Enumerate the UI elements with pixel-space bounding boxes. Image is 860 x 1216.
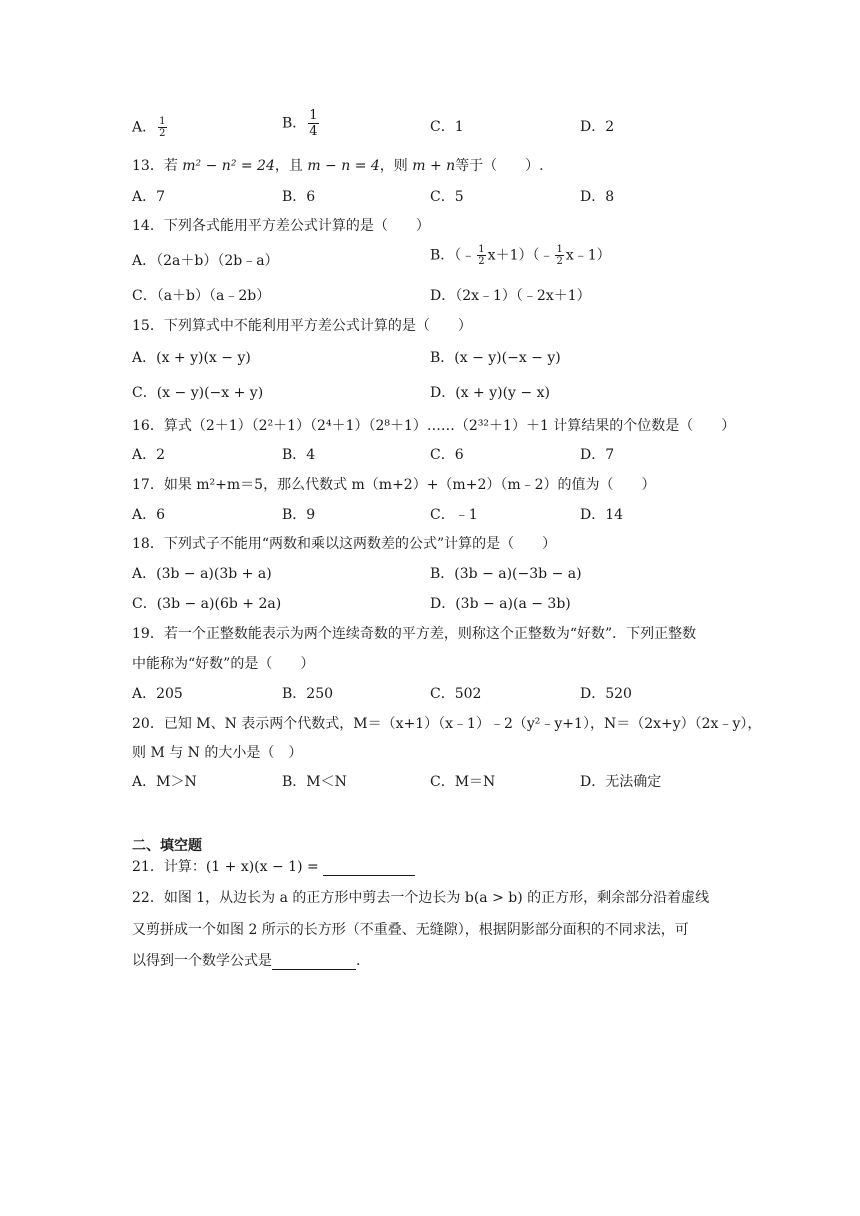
q19-option-a: A．205 <box>132 686 183 702</box>
option-value: 1 <box>454 119 464 135</box>
q16-option-c: C．6 <box>430 447 464 463</box>
question-number: 13． <box>132 158 164 174</box>
q13-option-b: B．6 <box>282 189 316 205</box>
q16-option-d: D．7 <box>580 447 615 463</box>
q14-option-c: C．（a＋b）（a﹣2b） <box>132 288 271 304</box>
q22-line-3 <box>132 950 760 970</box>
q18-stem: 18．下列式子不能用“两数和乘以这两数差的公式”计算的是（ ） <box>132 536 557 552</box>
fraction-denominator: 2 <box>556 256 563 267</box>
q20-stem-line-1: 20．已知 M、N 表示两个代数式，M＝（x+1）（x﹣1）﹣2（y²﹣y+1），N＝（2x+y）（2x﹣y）， <box>132 716 762 732</box>
stem-text: ，则 <box>379 158 413 174</box>
q15-stem: 15．下列算式中不能利用平方差公式计算的是（ ） <box>132 318 472 334</box>
option-value: 2 <box>605 119 615 135</box>
q15-option-a: A．(x + y)(x − y) <box>132 350 251 366</box>
q15-option-b: B．(x − y)(−x − y) <box>430 350 561 366</box>
stem-text: 等于（ ）. <box>455 158 544 174</box>
fraction <box>477 244 485 267</box>
q13-option-d: D．8 <box>580 189 615 205</box>
fraction-numerator: 1 <box>159 116 166 127</box>
q16-option-a: A．2 <box>132 447 166 463</box>
q15-option-d: D．(x + y)(y − x) <box>430 385 550 401</box>
q19-option-b: B．250 <box>282 686 334 702</box>
q14-option-a: A．（2a＋b）（2b﹣a） <box>132 253 279 269</box>
fraction-numerator: 1 <box>478 244 485 255</box>
q13-stem <box>132 155 760 175</box>
q17-option-b: B．9 <box>282 507 316 523</box>
q21 <box>132 856 760 876</box>
q20-option-a: A．M＞N <box>132 774 197 790</box>
q22-line-2: 又剪拼成一个如图 2 所示的长方形（不重叠、无缝隙），根据阴影部分面积的不同求法，可 <box>132 922 689 938</box>
q22-line-1: 22．如图 1，从边长为 a 的正方形中剪去一个边长为 b(a > b) 的正方形，剩余部分沿着虚线 <box>132 890 710 906</box>
q16-option-b: B．4 <box>282 447 316 463</box>
fraction <box>555 244 563 267</box>
q14-option-d: D．（2x﹣1）（﹣2x＋1） <box>430 288 591 304</box>
q17-option-a: A．6 <box>132 507 166 523</box>
q14-option-b <box>430 244 611 267</box>
q20-option-d: D．无法确定 <box>580 774 662 790</box>
q19-option-d: D．520 <box>580 686 632 702</box>
q20-stem-line-2: 则 M 与 N 的大小是（ ） <box>132 745 303 761</box>
option-text: x＋1）（﹣ <box>487 247 554 264</box>
q17-option-d: D．14 <box>580 507 624 523</box>
section-title: 二、填空题 <box>132 838 202 854</box>
q12-option-d <box>580 116 614 136</box>
option-label: B． <box>282 115 307 132</box>
stem-text: ，且 <box>274 158 308 174</box>
q21-text: 21．计算：(1 + x)(x − 1) = <box>132 859 324 875</box>
option-label: A． <box>132 119 157 136</box>
fraction-numerator: 1 <box>309 108 318 123</box>
q20-option-c: C．M＝N <box>430 774 496 790</box>
fraction-denominator: 2 <box>159 128 166 139</box>
option-text: x﹣1） <box>565 247 611 264</box>
q22-text: 以得到一个数学公式是 <box>132 953 272 969</box>
answer-blank[interactable] <box>272 953 356 970</box>
q15-option-c: C．(x − y)(−x + y) <box>132 385 264 401</box>
q19-stem-line-1: 19．若一个正整数能表示为两个连续奇数的平方差，则称这个正整数为“好数”．下列正整数 <box>132 626 697 642</box>
option-label: C． <box>430 119 455 135</box>
fraction <box>158 116 166 139</box>
option-text: B．（﹣ <box>430 247 476 264</box>
q12-option-c <box>430 116 464 136</box>
q13-option-c: C．5 <box>430 189 464 205</box>
fraction-numerator: 1 <box>556 244 563 255</box>
fraction <box>308 108 318 139</box>
fraction-denominator: 2 <box>478 256 485 267</box>
math-expression: m + n <box>412 158 456 174</box>
q12-option-a <box>132 116 169 139</box>
q18-option-b: B．(3b − a)(−3b − a) <box>430 566 582 582</box>
option-label: D． <box>580 119 606 135</box>
q22-period: . <box>356 953 361 969</box>
q17-option-c: C．﹣1 <box>430 507 478 523</box>
fraction-denominator: 4 <box>309 124 318 139</box>
q19-stem-line-2: 中能称为“好数”的是（ ） <box>132 656 315 672</box>
q12-option-b <box>282 108 321 139</box>
q14-stem: 14．下列各式能用平方差公式计算的是（ ） <box>132 218 430 234</box>
stem-text: 若 <box>163 158 183 174</box>
q16-stem: 16．算式（2＋1）（2²＋1）（2⁴＋1）（2⁸＋1）……（2³²＋1）＋1 计算结果的个位数是（ ） <box>132 418 736 434</box>
q19-option-c: C．502 <box>430 686 482 702</box>
math-expression: m − n = 4 <box>307 158 380 174</box>
q20-option-b: B．M＜N <box>282 774 347 790</box>
math-expression: m² − n² = 24 <box>182 158 275 174</box>
q18-option-a: A．(3b − a)(3b + a) <box>132 566 272 582</box>
q13-option-a: A．7 <box>132 189 166 205</box>
q18-option-c: C．(3b − a)(6b + 2a) <box>132 596 282 612</box>
answer-blank[interactable] <box>323 859 415 876</box>
q18-option-d: D．(3b − a)(a − 3b) <box>430 596 571 612</box>
q17-stem: 17．如果 m²+m＝5，那么代数式 m（m+2）+（m+2）（m﹣2）的值为（ ） <box>132 477 656 493</box>
